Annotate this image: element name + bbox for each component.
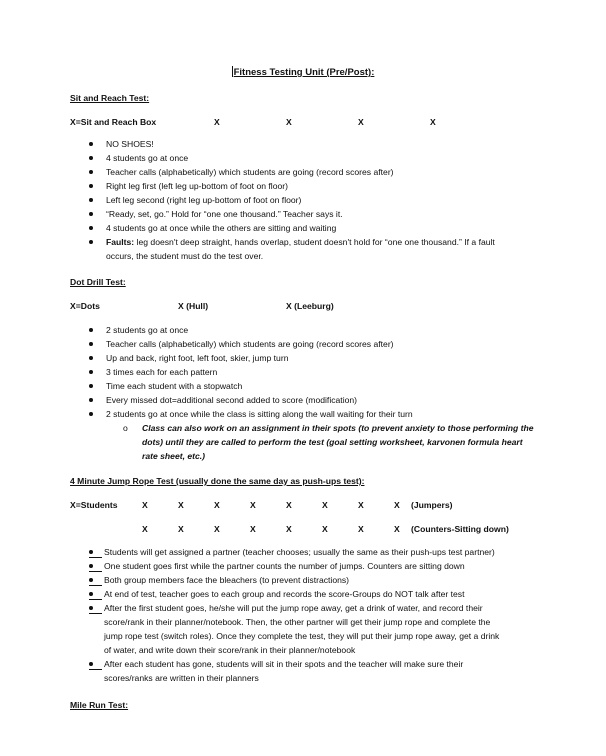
jumpers-label: (Jumpers) [411,500,453,510]
jumper-mark: X [142,500,148,510]
list-item: 2 students go at once while the class is sitting along the wall waiting for their turn [89,407,559,421]
document-title [0,66,606,80]
list-item: “Ready, set, go.” Hold for “one one thousand.” Teacher says it. [89,207,559,221]
list-item: 3 times each for each pattern [89,365,559,379]
counters-label: (Counters-Sitting down) [411,524,509,534]
counter-mark: X [250,524,256,534]
dot-drill-mark-leeburg: X (Leeburg) [286,301,334,311]
list-item: 4 students go at once while the others are sitting and waiting [89,221,559,235]
sit-reach-mark: X [358,117,364,127]
sit-reach-mark: X [214,117,220,127]
list-item-line: scores/ranks are written in their planners [104,673,259,683]
document-title-text: Fitness Testing Unit (Pre/Post): [233,67,375,78]
sub-bullet-marker: o [123,423,128,433]
counter-mark: X [394,524,400,534]
list-item-line: jump rope test (switch roles). Once they complete the test, they will put their jump rope away, get a drink [104,631,500,641]
jumper-mark: X [394,500,400,510]
dot-drill-heading: Dot Drill Test: [70,277,126,287]
list-item [87,657,557,685]
list-item: 2 students go at once [89,323,559,337]
list-item [87,559,557,573]
list-item: Teacher calls (alphabetically) which students are going (record scores after) [89,337,559,351]
jumper-mark: X [358,500,364,510]
list-item: Time each student with a stopwatch [89,379,559,393]
jumper-mark: X [250,500,256,510]
counter-mark: X [178,524,184,534]
jumper-mark: X [322,500,328,510]
counter-mark: X [322,524,328,534]
list-item [87,545,557,559]
list-item: Right leg first (left leg up-bottom of foot on floor) [89,179,559,193]
list-item: Up and back, right foot, left foot, skier, jump turn [89,351,559,365]
list-item: NO SHOES! [89,137,559,151]
sit-reach-row-label: X=Sit and Reach Box [70,117,157,127]
counter-mark: X [286,524,292,534]
counter-mark: X [358,524,364,534]
list-item: Left leg second (right leg up-bottom of foot on floor) [89,193,559,207]
sub-item-line: dots) until they are called to perform the test (goal setting worksheet, karvonen formula heart [142,437,523,447]
faults-text: leg doesn't deep straight, hands overlap, student doesn't hold for “one one thousand.” If a fault [134,237,495,247]
list-item-line: At end of test, teacher goes to each group and records the score-Groups do NOT talk after test [104,589,465,599]
list-item-line: of water, and write down their score/rank in their planner/notebook [104,645,356,655]
faults-text: occurs, the student must do the test over. [106,251,264,261]
list-item-line: Both group members face the bleachers (to prevent distractions) [104,575,350,585]
list-item-line: Students will get assigned a partner (teacher chooses; usually the same as their push-ups test partner) [104,547,495,557]
list-item-faults [89,235,559,263]
list-item-line: After the first student goes, he/she will put the jump rope away, get a drink of water, and record their [104,603,483,613]
sit-reach-mark: X [430,117,436,127]
jumper-mark: X [286,500,292,510]
sub-item-line: rate sheet, etc.) [142,451,206,461]
list-item: Every missed dot=additional second added to score (modification) [89,393,559,407]
list-item-line: After each student has gone, students will sit in their spots and the teacher will make sure their [104,659,464,669]
jumper-mark: X [178,500,184,510]
list-item-line: score/rank in their planner/notebook. Then, the other partner will get their jump rope and complete the [104,617,491,627]
dot-drill-list [89,323,559,421]
sit-reach-heading: Sit and Reach Test: [70,93,150,103]
text-cursor [232,66,233,77]
list-item [87,587,557,601]
counter-mark: X [214,524,220,534]
dot-drill-row-label: X=Dots [70,301,100,311]
dot-drill-sub-item [123,421,534,463]
list-item-line: One student goes first while the partner counts the number of jumps. Counters are sitting down [104,561,465,571]
mile-run-heading: Mile Run Test: [70,700,129,710]
jump-rope-heading: 4 Minute Jump Rope Test (usually done the same day as push-ups test): [70,476,365,486]
counter-mark: X [142,524,148,534]
jump-rope-row-label: X=Students [70,500,118,510]
sub-item-line: Class can also work on an assignment in their spots (to prevent anxiety to those performing the [142,423,534,433]
list-item: Teacher calls (alphabetically) which students are going (record scores after) [89,165,559,179]
list-item [87,573,557,587]
dot-drill-mark-hull: X (Hull) [178,301,209,311]
faults-label: Faults: [106,237,135,247]
list-item [87,601,557,657]
list-item: 4 students go at once [89,151,559,165]
sit-reach-list [89,137,559,263]
jump-rope-list [87,545,557,685]
sit-reach-mark: X [286,117,292,127]
jumper-mark: X [214,500,220,510]
